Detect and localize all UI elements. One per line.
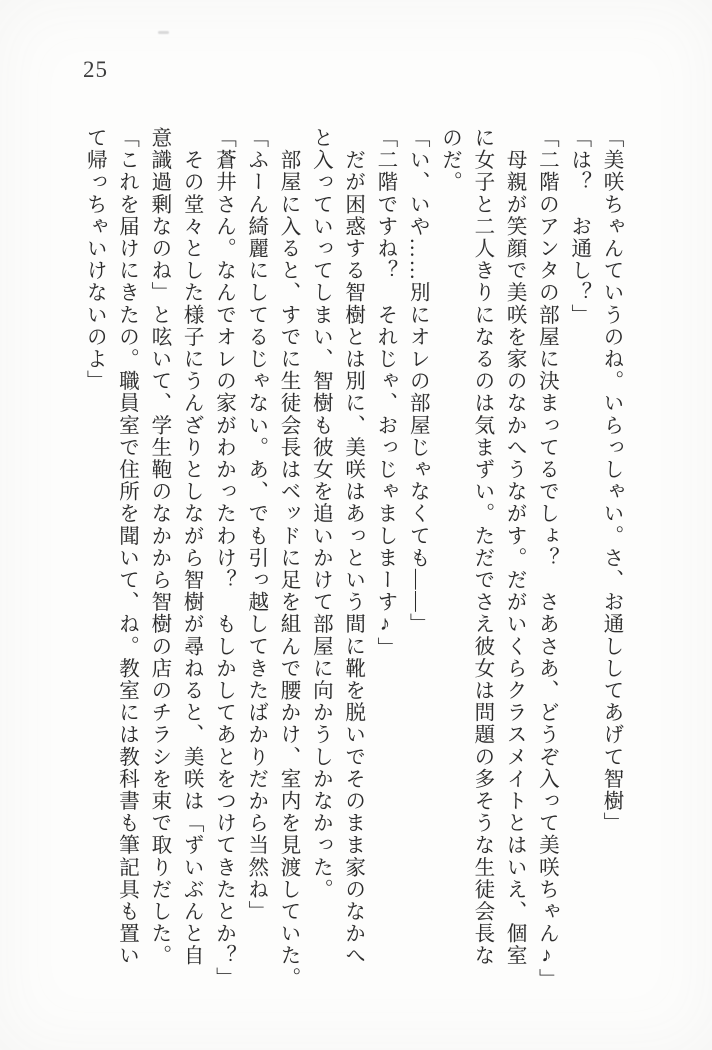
text-line: 「二階ですね？ それじゃ、おっじゃましまーす♪」 bbox=[373, 127, 396, 659]
text-line: 「は？ お通し？」 bbox=[567, 127, 590, 326]
text-line: 部屋に入ると、すでに生徒会長はベッドに足を組んで腰かけ、室内を見渡していた。 bbox=[277, 127, 300, 989]
text-line: 「ふーん綺麗にしてるじゃない。あ、でも引っ越してきたばかりだから当然ね」 bbox=[244, 127, 267, 923]
text-line: 「蒼井さん。なんでオレの家がわかったわけ？ もしかしてあとをつけてきたとか？」 bbox=[212, 127, 235, 989]
text-line: に女子と二人きりになるのは気まずい。ただでさえ彼女は問題の多そうな生徒会長な bbox=[470, 127, 493, 967]
text-line: 意識過剰なのね」と呟いて、学生鞄のなかから智樹の店のチラシを束で取りだした。 bbox=[147, 127, 170, 967]
text-line: 「美咲ちゃんていうのね。いらっしゃい。さ、お通ししてあげて智樹」 bbox=[600, 127, 622, 835]
text-line: 「い、いや……別にオレの部屋じゃなくても――」 bbox=[406, 127, 429, 636]
text-line: 「二階のアンタの部屋に決まってるでしょ？ さあさあ、どうぞ入って美咲ちゃん♪」 bbox=[535, 127, 558, 991]
page-number: 25 bbox=[83, 57, 108, 82]
text-line: その堂々とした様子にうんざりとしながら智樹が尋ねると、美咲は「ずいぶんと自 bbox=[180, 127, 203, 967]
text-line: のだ。 bbox=[438, 127, 461, 194]
text-line: 母親が笑顔で美咲を家のなかへうながす。だがいくらクラスメイトとはいえ、個室 bbox=[503, 127, 526, 967]
text-line: 「これを届けにきたの。職員室で住所を聞いて、ね。教室には教科書も筆記具も置い bbox=[115, 127, 138, 967]
text-line: だが困惑する智樹とは別に、美咲はあっという間に靴を脱いでそのまま家のなかへ bbox=[341, 127, 364, 967]
text-line: と入っていってしまい、智樹も彼女を追いかけて部屋に向かうしかなかった。 bbox=[309, 127, 332, 901]
text-line: て帰っちゃいけないのよ」 bbox=[83, 127, 106, 393]
scan-artifact bbox=[158, 31, 169, 34]
vertical-text-block bbox=[78, 127, 627, 1032]
